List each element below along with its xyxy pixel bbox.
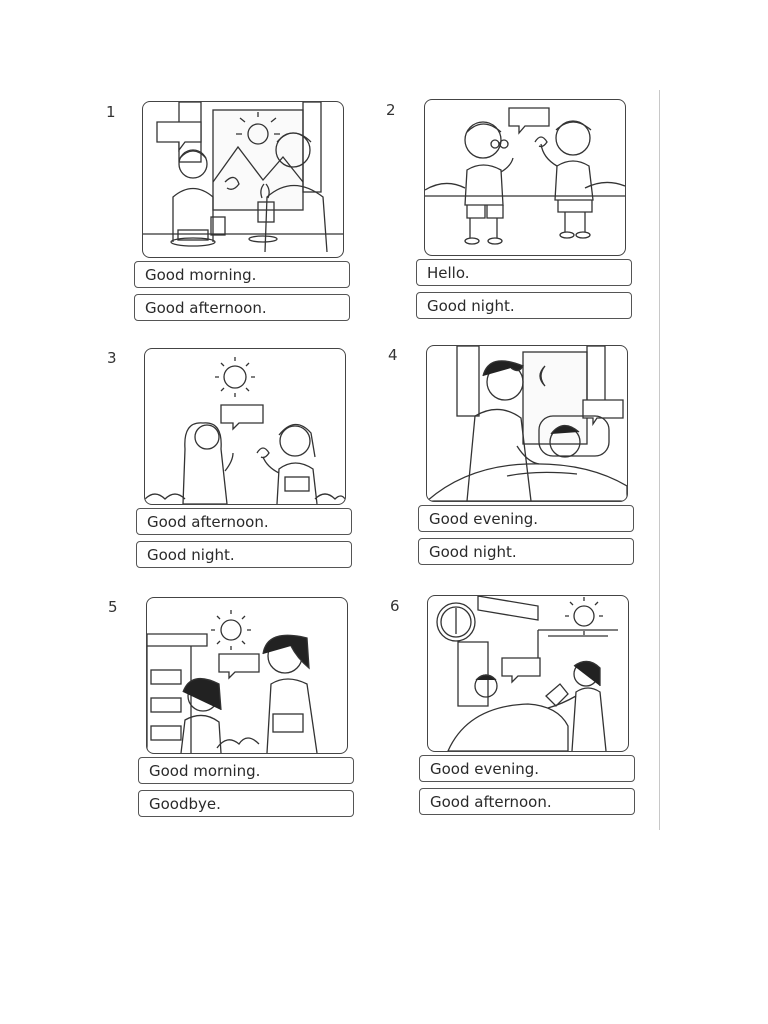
answer-option-hello[interactable]: Hello. [416, 259, 632, 286]
answer-option-good-afternoon[interactable]: Good afternoon. [419, 788, 635, 815]
breakfast-scene-illustration [142, 101, 344, 258]
answer-option-good-night[interactable]: Good night. [416, 292, 632, 319]
item-number: 2 [386, 101, 396, 119]
answer-option-goodbye[interactable]: Goodbye. [138, 790, 354, 817]
item-number: 3 [107, 349, 117, 367]
answer-option-good-evening[interactable]: Good evening. [418, 505, 634, 532]
answer-option-good-morning[interactable]: Good morning. [138, 757, 354, 784]
morning-wakeup-scene-illustration [427, 595, 629, 752]
answer-option-good-morning[interactable]: Good morning. [134, 261, 350, 288]
greeting-girls-daytime-scene-illustration [144, 348, 346, 505]
item-number: 4 [388, 346, 398, 364]
school-farewell-scene-illustration [146, 597, 348, 754]
page-edge-line [659, 90, 660, 830]
item-number: 6 [390, 597, 400, 615]
greeting-boys-scene-illustration [424, 99, 626, 256]
bedtime-scene-illustration [426, 345, 628, 502]
answer-option-good-evening[interactable]: Good evening. [419, 755, 635, 782]
item-number: 1 [106, 103, 116, 121]
answer-option-good-night[interactable]: Good night. [136, 541, 352, 568]
answer-option-good-night[interactable]: Good night. [418, 538, 634, 565]
item-number: 5 [108, 598, 118, 616]
answer-option-good-afternoon[interactable]: Good afternoon. [136, 508, 352, 535]
answer-option-good-afternoon[interactable]: Good afternoon. [134, 294, 350, 321]
